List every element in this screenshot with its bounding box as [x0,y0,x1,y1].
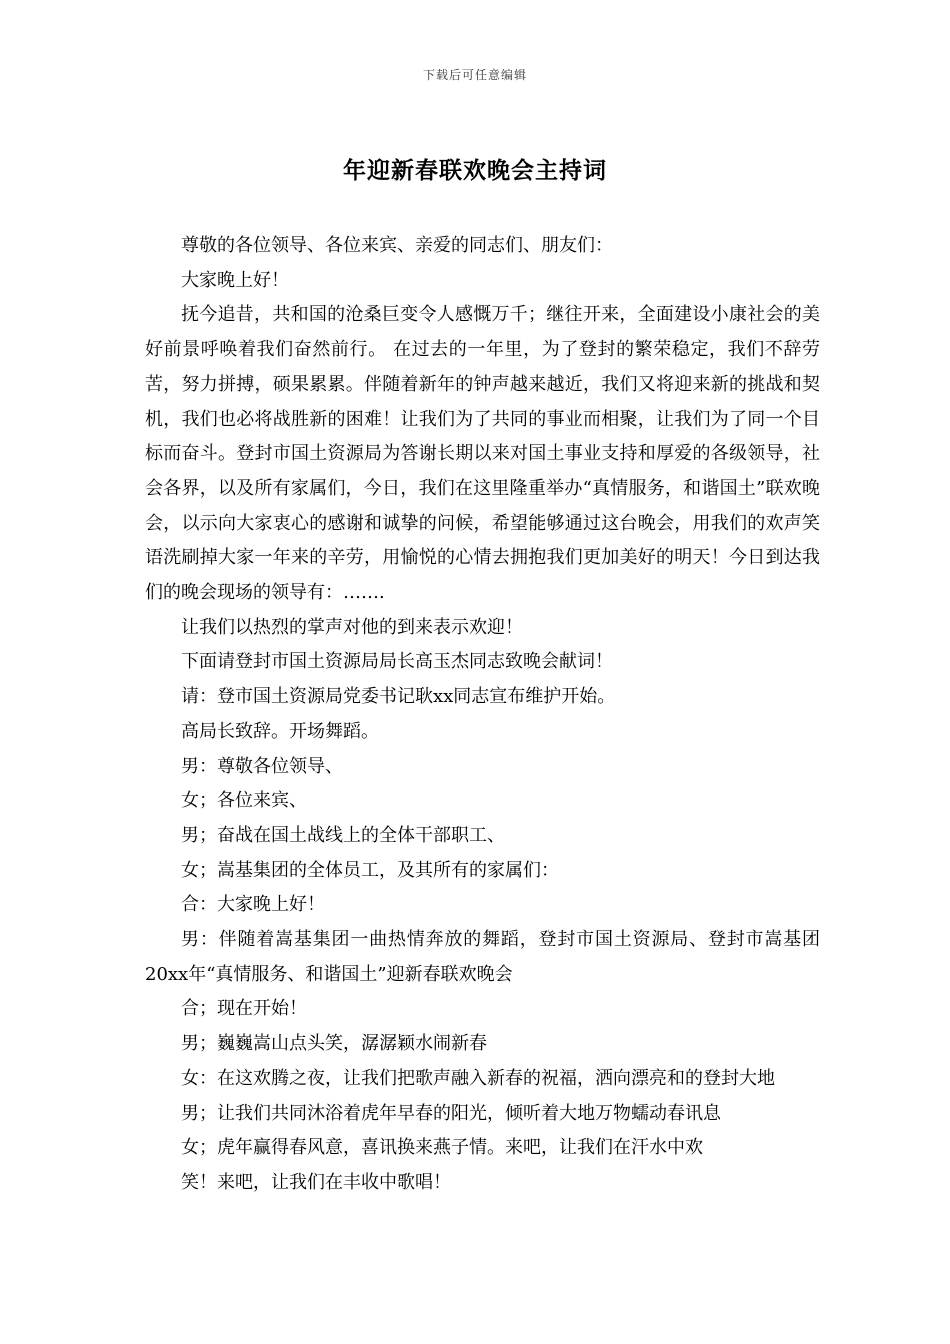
paragraph: 女：在这欢腾之夜，让我们把歌声融入新春的祝福，洒向漂亮和的登封大地 [181,1067,775,1089]
paragraph: 男：尊敬各位领导、 [181,755,343,777]
paragraph: 尊敬的各位领导、各位来宾、亲爱的同志们、朋友们： [181,235,613,256]
paragraph: 女；嵩基集团的全体员工，及其所有的家属们： [181,859,559,881]
paragraph: 大家晚上好！ [181,269,289,291]
paragraph: 笑！来吧，让我们在丰收中歌唱！ [181,1171,451,1193]
paragraph: 抚今追昔，共和国的沧桑巨变令人感慨万千；继往开来，全面建设小康社会的美好前景呼唤着我们奋然前行。 在过去的一年里，为了登封的繁荣稳定，我们不辞劳苦，努力拼搏，硕果累累。伴随着新年的钟声越来越近，我们又将迎来新的挑战和契机，我们也必将战胜新的困难！让我们为了共同的事业而相聚，让我们为了同一个目标而奋斗。登封市国土资源局为答谢长期以来对国土事业支持和厚爱的各级领导，社会各界，以及所有家属们，今日，我们在这里隆重举办“真情服务，和谐国土”联欢晚会，以示向大家衷心的感谢和诚挚的问候，希望能够通过这台晚会，用我们的欢声笑语洗刷掉大家一年来的辛劳，用愉悦的心情去拥抱我们更加美好的明天！今日到达我们的晚会现场的领导有：……. [145,304,820,604]
paragraph: 高局长致辞。开场舞蹈。 [181,720,379,742]
paragraph: 男；巍巍嵩山点头笑，潺潺颖水闹新春 [181,1033,487,1055]
document-body [145,229,820,1201]
paragraph: 合：大家晚上好！ [181,894,325,916]
paragraph: 男；让我们共同沐浴着虎年早春的阳光，倾听着大地万物蠕动春讯息 [181,1102,721,1124]
paragraph: 女；各位来宾、 [181,790,307,812]
paragraph: 让我们以热烈的掌声对他的到来表示欢迎！ [181,616,523,638]
document-title: 年迎新春联欢晚会主持词 [343,157,607,184]
header-note: 下载后可任意编辑 [422,68,527,82]
paragraph: 女；虎年赢得春风意，喜讯换来燕子情。来吧，让我们在汗水中欢 [181,1137,703,1159]
paragraph: 男：伴随着嵩基集团一曲热情奔放的舞蹈，登封市国土资源局、登封市嵩基团20xx年“真情服务、和谐国土”迎新春联欢晚会 [145,929,820,985]
paragraph: 合；现在开始！ [181,998,307,1020]
paragraph: 男；奋战在国土战线上的全体干部职工、 [181,824,505,846]
paragraph: 下面请登封市国土资源局局长高玉杰同志致晚会献词！ [181,651,613,673]
paragraph: 请：登市国土资源局党委书记耿xx同志宣布维护开始。 [181,686,616,708]
